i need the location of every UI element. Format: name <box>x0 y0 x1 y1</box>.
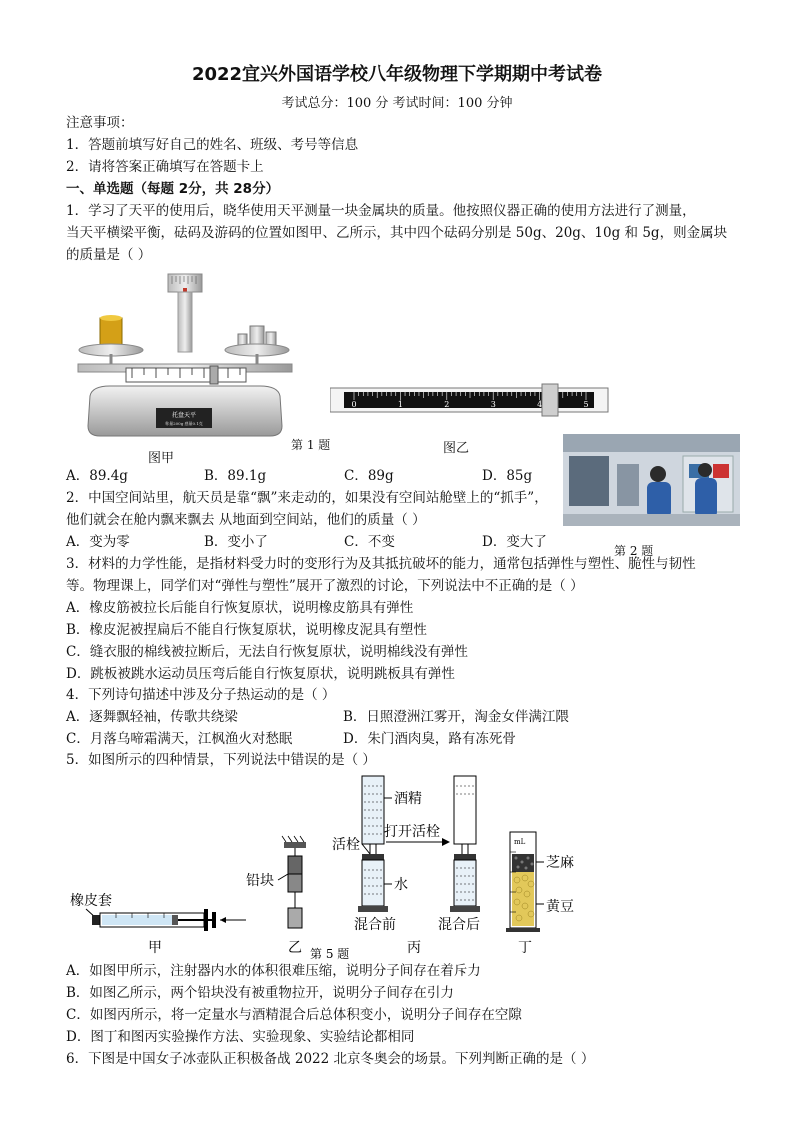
q4-option-d: D．朱门酒肉臭，路有冻死骨 <box>343 731 516 747</box>
ruler-tick-label: 0 <box>351 400 357 409</box>
q3-option-d: D．跳板被跳水运动员压弯后能自行恢复原状，说明跳板具有弹性 <box>66 666 455 682</box>
label-alcohol: 酒精 <box>394 791 422 807</box>
q1-option-c: C．89g <box>344 468 394 484</box>
q4-text: 4．下列诗句描述中涉及分子热运动的是（ ） <box>66 687 336 703</box>
q3-option-b: B．橡皮泥被捏扁后不能自行恢复原状，说明橡皮泥具有塑性 <box>66 622 427 638</box>
balance-plate-label: 托盘天平 <box>171 412 197 419</box>
q2-option-b: B．变小了 <box>204 534 268 550</box>
label-yi: 乙 <box>288 940 302 956</box>
q5-option-c: C．如图丙所示，将一定量水与酒精混合后总体积变小，说明分子间存在空隙 <box>66 1007 522 1023</box>
q4-option-b: B．日照澄洲江雾开，淘金女伴满江隈 <box>343 709 569 725</box>
ruler-tick-label: 5 <box>583 400 589 409</box>
ruler-tick-label: 3 <box>490 400 496 409</box>
q2-text: 2．中国空间站里，航天员是靠“飘”来走动的，如果没有空间站舱壁上的“抓手”， <box>66 490 548 506</box>
fig-label-yi: 图乙 <box>443 441 470 456</box>
section-heading: 一、单选题（每题 2分，共 28分） <box>66 181 280 197</box>
note-item: 1．答题前填写好自己的姓名、班级、考号等信息 <box>66 137 359 153</box>
label-soybean: 黄豆 <box>546 899 574 915</box>
q2-option-d: D．变大了 <box>482 534 547 550</box>
q6-text: 6．下图是中国女子冰壶队正积极备战 2022 北京冬奥会的场景。下列判断正确的是（ ） <box>66 1051 595 1067</box>
q3-text: 3．材料的力学性能，是指材料受力时的变形行为及其抵抗破坏的能力，通常包括弹性与塑性、脆性与韧性 <box>66 556 696 572</box>
notes-heading: 注意事项： <box>66 115 134 131</box>
page-title: 2022宜兴外国语学校八年级物理下学期期中考试卷 <box>191 64 603 85</box>
q4-option-c: C．月落乌啼霜满天，江枫渔火对愁眠 <box>66 731 293 747</box>
label-after: 混合后 <box>438 917 480 933</box>
q1-text: 当天平横梁平衡，砝码及游码的位置如图甲、乙所示，其中四个砝码分别是 50g、20g、10g 和 5g，则金属块 <box>66 225 728 241</box>
q1-option-a: A．89.4g <box>66 468 128 484</box>
ruler-tick-label: 4 <box>537 400 543 409</box>
q1-option-d: D．85g <box>482 468 533 484</box>
fig-caption-q2: 第 2 题 <box>614 544 654 558</box>
q2-option-a: A．变为零 <box>66 534 130 550</box>
q5-option-d: D．图丁和图丙实验操作方法、实验现象、实验结论都相同 <box>66 1029 415 1045</box>
q1-option-b: B．89.1g <box>204 468 267 484</box>
exam-info: 考试总分：100 分 考试时间：100 分钟 <box>281 96 513 111</box>
space-station-photo <box>563 434 740 526</box>
q2-text: 他们就会在舱内飘来飘去 从地面到空间站，他们的质量（ ） <box>66 512 426 528</box>
label-lead-block: 铅块 <box>246 873 274 889</box>
q3-option-a: A．橡皮筋被拉长后能自行恢复原状，说明橡皮筋具有弹性 <box>66 600 414 616</box>
q1-text: 1．学习了天平的使用后，晓华使用天平测量一块金属块的质量。他按照仪器正确的使用方法进行了测量， <box>66 203 696 219</box>
balance-figure <box>70 268 300 448</box>
balance-plate-spec: 称量200g 感量0.1克 <box>165 421 203 426</box>
fig-caption-q1: 第 1 题 <box>291 438 331 452</box>
label-before: 混合前 <box>354 917 396 933</box>
fig-caption-q5: 第 5 题 <box>310 947 350 960</box>
label-ml: mL <box>514 838 526 846</box>
q1-text: 的质量是（ ） <box>66 247 152 263</box>
label-ding: 丁 <box>518 940 532 956</box>
q5-option-a: A．如图甲所示，注射器内水的体积很难压缩，说明分子间存在着斥力 <box>66 963 481 979</box>
q3-option-c: C．缝衣服的棉线被拉断后，无法自行恢复原状，说明棉线没有弹性 <box>66 644 468 660</box>
ruler-figure <box>330 382 610 418</box>
q5-option-b: B．如图乙所示，两个铅块没有被重物拉开，说明分子间存在引力 <box>66 985 454 1001</box>
label-rubber-cap: 橡皮套 <box>70 893 112 909</box>
label-water: 水 <box>394 877 408 893</box>
q5-figure <box>66 772 586 960</box>
label-bing: 丙 <box>407 940 421 956</box>
note-item: 2．请将答案正确填写在答题卡上 <box>66 159 264 175</box>
label-jia: 甲 <box>148 940 162 956</box>
label-open-valve: 打开活栓 <box>384 824 440 840</box>
fig-label-jia: 图甲 <box>148 451 175 466</box>
q3-text: 等。物理课上，同学们对“弹性与塑性”展开了激烈的讨论，下列说法中不正确的是（ ） <box>66 578 584 594</box>
ruler-tick-label: 1 <box>397 400 403 409</box>
label-valve: 活栓 <box>332 837 360 853</box>
q4-option-a: A．逐舞飘轻袖，传歌共绕梁 <box>66 709 238 725</box>
ruler-tick-label: 2 <box>444 400 450 409</box>
label-sesame: 芝麻 <box>546 855 574 871</box>
q2-option-c: C．不变 <box>344 534 395 550</box>
q5-text: 5．如图所示的四种情景，下列说法中错误的是（ ） <box>66 752 376 768</box>
